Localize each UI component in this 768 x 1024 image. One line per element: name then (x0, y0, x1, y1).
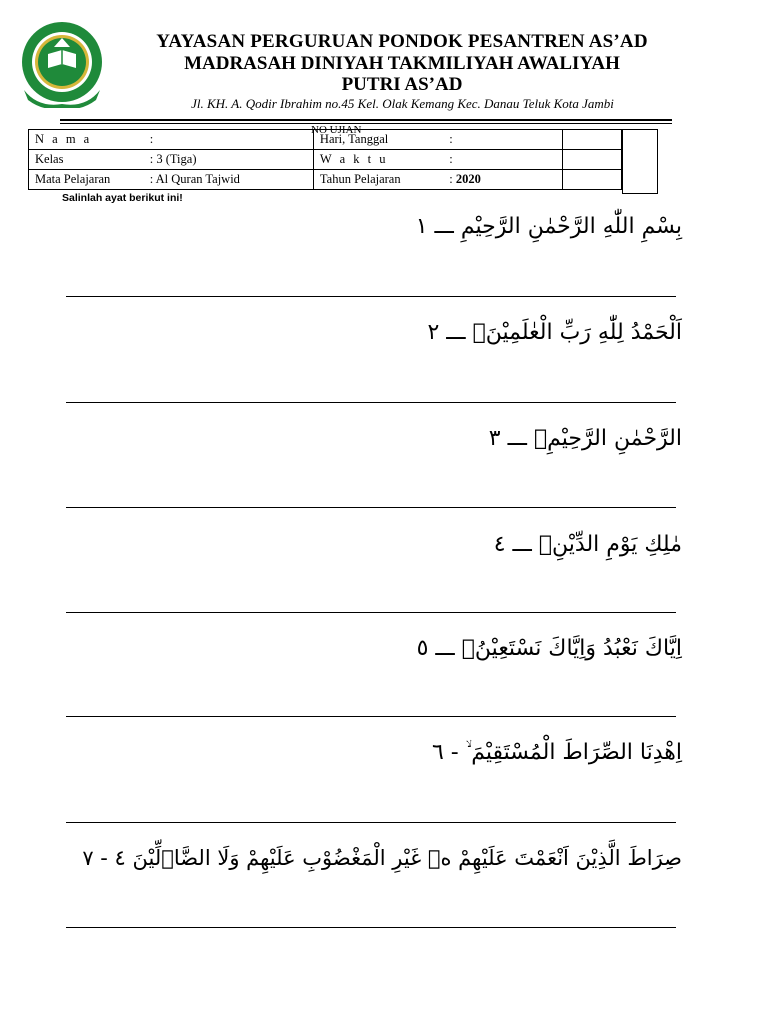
answer-line-1[interactable] (66, 296, 676, 297)
verse-3: الرَّحْمٰنِ الرَّحِيْمِۙ ـــ ٣ (488, 426, 682, 451)
info-row-name (29, 130, 622, 150)
exam-number-label: NO UJIAN (311, 124, 362, 136)
class-label: Kelas (29, 150, 144, 170)
subject-value: : Al Quran Tajwid (144, 170, 314, 190)
header-divider (60, 119, 672, 121)
verse-1: بِسْمِ اللّٰهِ الرَّحْمٰنِ الرَّحِيْمِ ـــ ١ (415, 214, 682, 239)
student-info-table (28, 129, 622, 190)
verse-7: صِرَاطَ الَّذِيْنَ اَنْعَمْتَ عَلَيْهِمْ ەۙ غَيْرِ الْمَغْضُوْبِ عَلَيْهِمْ وَلَا الضَّاۤلِّيْنَ ٤ - ٧ (82, 846, 682, 870)
answer-line-5[interactable] (66, 716, 676, 717)
class-value: : 3 (Tiga) (144, 150, 314, 170)
answer-line-2[interactable] (66, 402, 676, 403)
madrasah-name: MADRASAH DINIYAH TAKMILIYAH AWALIYAH (184, 53, 620, 74)
info-row-class (29, 150, 622, 170)
info-row-subject (29, 170, 622, 190)
name-label: N a m a (29, 130, 144, 150)
date-value[interactable]: : (443, 130, 562, 150)
school-address: Jl. KH. A. Qodir Ibrahim no.45 Kel. Olak Kemang Kec. Danau Teluk Kota Jambi (191, 96, 614, 111)
name-value[interactable]: : (144, 130, 314, 150)
school-year-value: 2020 (455, 172, 481, 186)
verse-5: اِيَّاكَ نَعْبُدُ وَاِيَّاكَ نَسْتَعِيْنُۗ ـــ ٥ (416, 636, 682, 661)
answer-line-7[interactable] (66, 927, 676, 928)
date-label: Hari, Tanggal (313, 130, 443, 150)
instruction-text: Salinlah ayat berikut ini! (62, 192, 183, 204)
school-year-label: Tahun Pelajaran (313, 170, 443, 190)
school-year-colon: : (449, 172, 456, 186)
school-logo (18, 20, 106, 108)
answer-line-3[interactable] (66, 507, 676, 508)
foundation-name: YAYASAN PERGURUAN PONDOK PESANTREN AS’AD (156, 31, 648, 52)
verse-6: اِهْدِنَا الصِّرَاطَ الْمُسْتَقِيْمَ ۙ - ٦ (431, 740, 682, 765)
answer-line-4[interactable] (66, 612, 676, 613)
subject-label: Mata Pelajaran (29, 170, 144, 190)
exam-number-cell[interactable] (563, 150, 622, 170)
answer-line-6[interactable] (66, 822, 676, 823)
verse-4: مٰلِكِ يَوْمِ الدِّيْنِۗ ـــ ٤ (493, 532, 682, 557)
exam-number-box[interactable] (622, 129, 658, 194)
time-value[interactable]: : (443, 150, 562, 170)
exam-number-cell[interactable] (563, 130, 622, 150)
madrasah-subname: PUTRI AS’AD (341, 74, 463, 95)
header-divider-thin (60, 123, 672, 124)
time-label: W a k t u (313, 150, 443, 170)
verse-2: اَلْحَمْدُ لِلّٰهِ رَبِّ الْعٰلَمِيْنَۙ ـــ ٢ (427, 320, 682, 345)
exam-number-cell[interactable] (563, 170, 622, 190)
school-year-cell (443, 170, 562, 190)
